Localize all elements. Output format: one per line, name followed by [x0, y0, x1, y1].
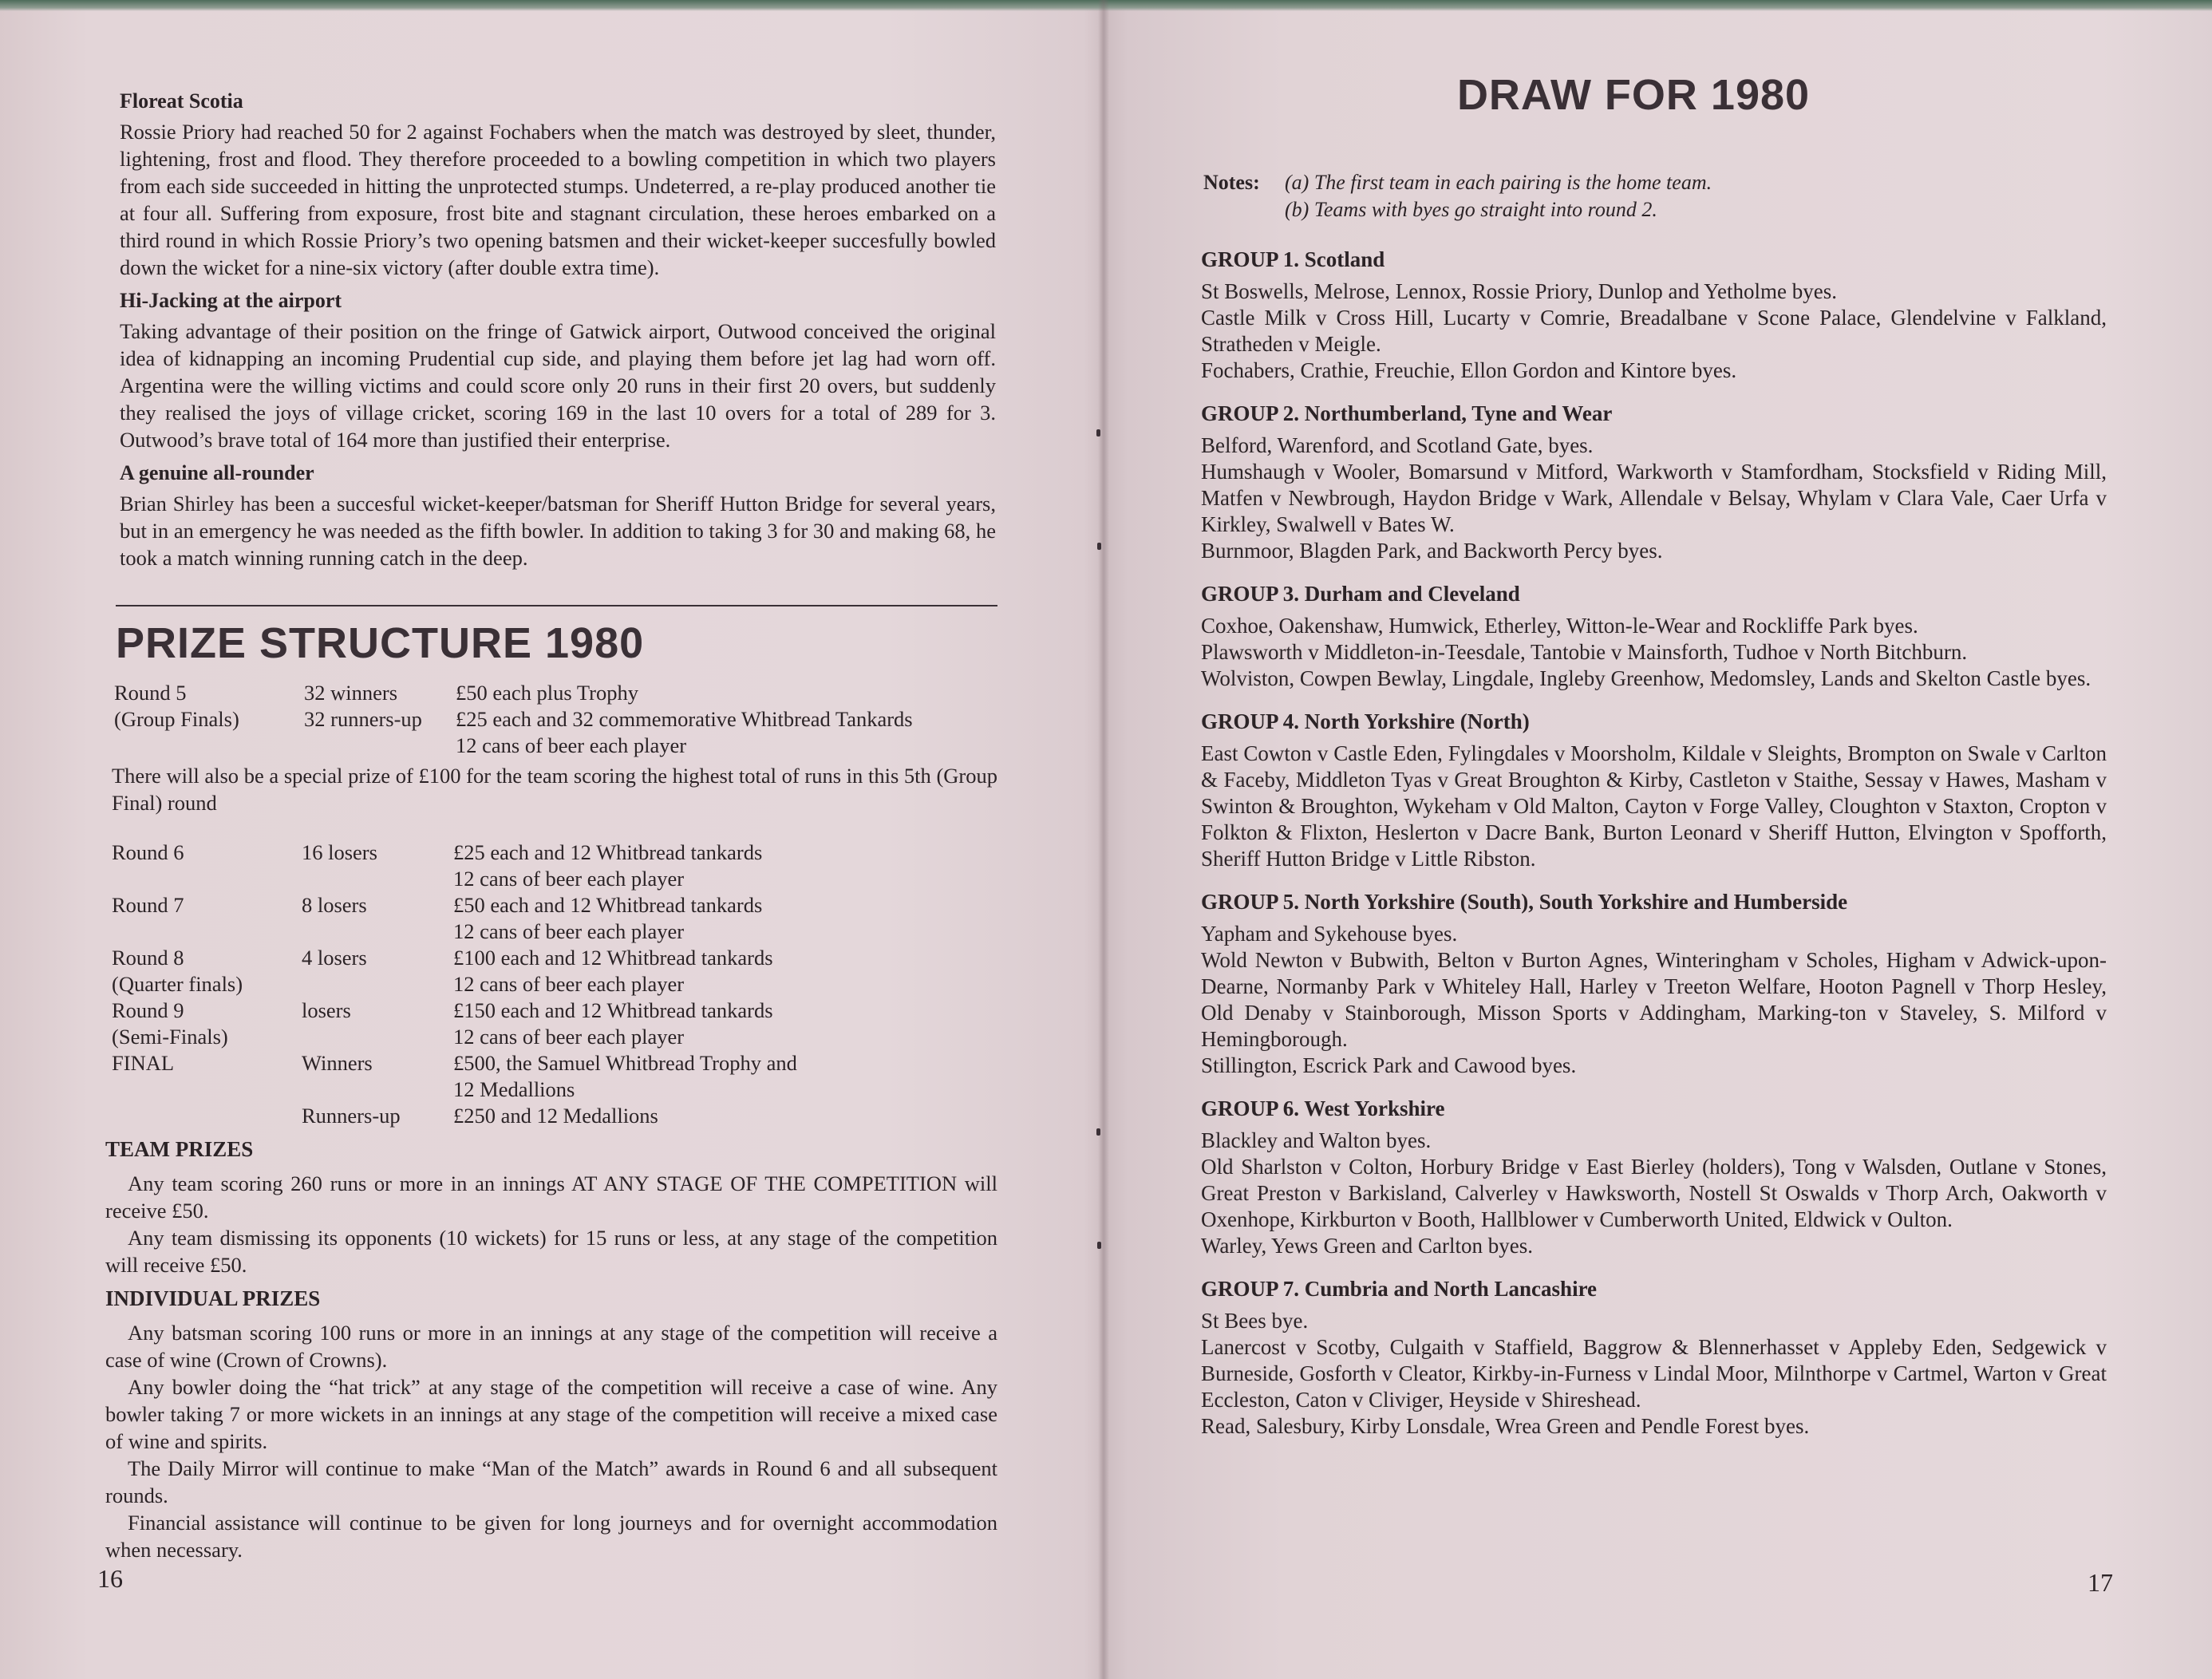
- round-cell: (Semi-Finals): [112, 1025, 228, 1049]
- anecdote-heading: Hi-Jacking at the airport: [120, 289, 342, 312]
- round-cell: [112, 1077, 302, 1103]
- round-cell: Round 7: [112, 893, 184, 917]
- table-row: [112, 998, 997, 1024]
- round-cell: FINAL: [112, 1051, 175, 1075]
- group-heading: GROUP 1. Scotland: [1201, 247, 1385, 271]
- binding-staple-mark: [1097, 543, 1101, 550]
- prize-cell: £150 each and 12 Whitbread tankards: [453, 998, 773, 1022]
- table-row: [112, 1050, 997, 1077]
- group-line: Warley, Yews Green and Carlton byes.: [1201, 1234, 1533, 1258]
- prize-cell: 12 cans of beer each player: [453, 919, 685, 943]
- recipients-cell: losers: [302, 998, 351, 1022]
- group-line: Yapham and Sykehouse byes.: [1201, 922, 1458, 946]
- prize-cell: £250 and 12 Medallions: [453, 1104, 658, 1128]
- draw-notes: [1203, 169, 2105, 223]
- binding-staple-mark: [1096, 429, 1100, 437]
- draw-group-6: [1201, 1096, 2107, 1259]
- individual-prize-item: Any bowler doing the “hat trick” at any stage of the competition will receive a case of wine. Any bowler taking 7 or more wickets in an innings at any stage of the competition will receive a mixed case of wine and spirits.: [105, 1375, 997, 1453]
- note-a: (a) The first team in each pairing is the home team.: [1285, 171, 1712, 194]
- group-line: Plawsworth v Middleton-in-Teesdale, Tantobie v Mainsforth, Tudhoe v North Bitchburn.: [1201, 640, 1968, 664]
- prize-cell: £50 each and 12 Whitbread tankards: [453, 893, 763, 917]
- group-line: Old Sharlston v Colton, Horbury Bridge v East Bierley (holders), Tong v Walsden, Outlane v Stones, Great Preston v Barkisland, Calverley v Hawksworth, Nostell St Oswalds v Thorp Arch, Oakworth v Oxenhope, Kirkburton v Booth, Hallblower v Cumberworth United, Eldwick v Oulton.: [1201, 1155, 2107, 1231]
- prize-cell: £25 each and 32 commemorative Whitbread Tankards: [456, 707, 913, 731]
- group-line: Stillington, Escrick Park and Cawood byes.: [1201, 1053, 1577, 1077]
- table-row: [114, 733, 1000, 759]
- prize-cell: 12 cans of beer each player: [453, 972, 685, 996]
- round-cell: Round 8: [112, 946, 184, 970]
- group-line: Fochabers, Crathie, Freuchie, Ellon Gordon and Kintore byes.: [1201, 358, 1737, 382]
- team-prize-item: Any team dismissing its opponents (10 wickets) for 15 runs or less, at any stage of the competition will receive £50.: [105, 1226, 997, 1277]
- group-heading: GROUP 6. West Yorkshire: [1201, 1096, 1445, 1120]
- note-row: [1203, 196, 2105, 223]
- prize-cell: £100 each and 12 Whitbread tankards: [453, 946, 773, 970]
- table-row: [112, 919, 997, 945]
- recipients-cell: [304, 733, 456, 759]
- round-cell: (Group Finals): [114, 707, 239, 731]
- group-line: Read, Salesbury, Kirby Lonsdale, Wrea Green and Pendle Forest byes.: [1201, 1414, 1810, 1438]
- binding-staple-mark: [1097, 1242, 1101, 1249]
- group-line: Coxhoe, Oakenshaw, Humwick, Etherley, Witton-le-Wear and Rockliffe Park byes.: [1201, 614, 1918, 638]
- notes-label: Notes:: [1203, 171, 1260, 194]
- anecdote-heading: A genuine all-rounder: [120, 461, 314, 484]
- draw-group-4: [1201, 709, 2107, 872]
- recipients-cell: 16 losers: [302, 840, 377, 864]
- prize-cell: 12 cans of beer each player: [456, 733, 687, 757]
- draw-groups: [1201, 247, 2107, 1440]
- recipients-cell: [302, 971, 453, 998]
- round-cell: Round 9: [112, 998, 184, 1022]
- group-line: Wold Newton v Bubwith, Belton v Burton Agnes, Winteringham v Scholes, Higham v Adwick-upon-Dearne, Normanby Park v Whiteley Hall, Harley v Treeton Welfare, Hooton Pagnell v Thorp Hesley, Old Denaby v Stainborough, Misson Sports v Addingham, Marking-ton v Staveley, S. Milford v Hemingborough.: [1201, 948, 2107, 1051]
- recipients-cell: [302, 1024, 453, 1050]
- table-row: [112, 1103, 997, 1129]
- prize-cell: 12 Medallions: [453, 1077, 575, 1101]
- recipients-cell: [302, 919, 453, 945]
- individual-prize-item: Any batsman scoring 100 runs or more in an innings at any stage of the competition will receive a case of wine (Crown of Crowns).: [105, 1321, 997, 1372]
- table-row: [112, 840, 997, 866]
- prize-cell: 12 cans of beer each player: [453, 867, 685, 891]
- table-row: [112, 945, 997, 971]
- later-rounds-prize-table: [112, 840, 997, 1129]
- recipients-cell: 32 winners: [304, 681, 398, 705]
- draw-group-7: [1201, 1277, 2107, 1440]
- table-row: [112, 866, 997, 892]
- note-row: [1203, 169, 2105, 196]
- table-row: [112, 1024, 997, 1050]
- draw-group-1: [1201, 247, 2107, 384]
- group-heading: GROUP 2. Northumberland, Tyne and Wear: [1201, 401, 1613, 425]
- table-row: [112, 1077, 997, 1103]
- round-cell: [112, 919, 302, 945]
- anecdote-heading: Floreat Scotia: [120, 89, 243, 113]
- recipients-cell: Runners-up: [302, 1104, 401, 1128]
- group-line: St Boswells, Melrose, Lennox, Rossie Priory, Dunlop and Yetholme byes.: [1201, 279, 1837, 303]
- round-cell: [112, 866, 302, 892]
- anecdote-floreat-scotia: [120, 89, 996, 281]
- group-line: Burnmoor, Blagden Park, and Backworth Percy byes.: [1201, 539, 1663, 563]
- group-line: East Cowton v Castle Eden, Fylingdales v Moorsholm, Kildale v Sleights, Brompton on Swale v Carlton & Faceby, Middleton Tyas v Great Broughton & Kirby, Castleton v Staithe, Sessay v Hawes, Masham v Swinton & Broughton, Wykeham v Old Malton, Cayton v Forge Valley, Cloughton v Staxton, Cropton v Folkton & Flixton, Heslerton v Dacre Bank, Burton Leonard v Sheriff Hutton, Elvington v Spofforth, Sheriff Hutton Bridge v Little Ribston.: [1201, 741, 2107, 871]
- table-row: [112, 971, 997, 998]
- anecdote-all-rounder: [120, 461, 996, 571]
- anecdote-text: Rossie Priory had reached 50 for 2 against Fochabers when the match was destroyed by sleet, thunder, lightening, frost and flood. They therefore proceeded to a bowling competition in which two players from each side succeeded in hitting the unprotected stumps. Undeterred, a re-play produced another tie at four all. Suffering from exposure, frost bite and stagnant circulation, these heroes embarked on a third round in which Rossie Priory’s two opening batsmen and their wicket-keeper succesfully bowled down the wicket for a nine-six victory (after double extra time).: [120, 120, 996, 279]
- round5-prize-table: [114, 680, 1000, 759]
- page-number: 17: [2088, 1568, 2113, 1597]
- team-prize-item: Any team scoring 260 runs or more in an innings AT ANY STAGE OF THE COMPETITION will receive £50.: [105, 1171, 997, 1223]
- round-cell: Round 5: [114, 681, 187, 705]
- draw-group-3: [1201, 582, 2107, 692]
- round-cell: (Quarter finals): [112, 972, 243, 996]
- table-row: [114, 706, 1000, 733]
- recipients-cell: [302, 866, 453, 892]
- prize-structure-title: PRIZE STRUCTURE 1980: [116, 619, 645, 667]
- recipients-cell: 4 losers: [302, 946, 367, 970]
- prize-title-wrap: [116, 618, 644, 668]
- group-line: Castle Milk v Cross Hill, Lucarty v Comrie, Breadalbane v Scone Palace, Glendelvine v Falkland, Stratheden v Meigle.: [1201, 306, 2107, 356]
- round-cell: [112, 1103, 302, 1129]
- group-heading: GROUP 7. Cumbria and North Lancashire: [1201, 1277, 1598, 1301]
- special-prize-text: There will also be a special prize of £100 for the team scoring the highest total of runs in this 5th (Group Final) round: [112, 764, 997, 815]
- anecdotes: [120, 89, 996, 571]
- section-divider: [116, 605, 997, 606]
- group-line: St Bees bye.: [1201, 1309, 1309, 1333]
- prize-cell: £50 each plus Trophy: [456, 681, 638, 705]
- prize-cell: £25 each and 12 Whitbread tankards: [453, 840, 763, 864]
- group-heading: GROUP 4. North Yorkshire (North): [1201, 709, 1530, 733]
- table-row: [114, 680, 1000, 706]
- group-heading: GROUP 3. Durham and Cleveland: [1201, 582, 1520, 606]
- group-line: Blackley and Walton byes.: [1201, 1128, 1432, 1152]
- individual-prize-item: Financial assistance will continue to be given for long journeys and for overnight accommodation when necessary.: [105, 1511, 997, 1562]
- anecdote-hijacking: [120, 289, 996, 453]
- draw-title: DRAW FOR 1980: [1456, 71, 1811, 119]
- round-cell: Round 6: [112, 840, 184, 864]
- table-row: [112, 892, 997, 919]
- group-line: Humshaugh v Wooler, Bomarsund v Mitford, Warkworth v Stamfordham, Stocksfield v Riding Mill, Matfen v Newbrough, Haydon Bridge v Wark, Allendale v Belsay, Whylam v Clara Vale, Caer Urfa v Kirkley, Swalwell v Bates W.: [1201, 460, 2107, 536]
- round-cell: [114, 733, 304, 759]
- individual-prizes-heading: INDIVIDUAL PRIZES: [105, 1286, 321, 1310]
- recipients-cell: Winners: [302, 1051, 373, 1075]
- draw-group-2: [1201, 401, 2107, 564]
- recipients-cell: [302, 1077, 453, 1103]
- team-and-individual-prizes: [105, 1137, 997, 1563]
- prize-cell: 12 cans of beer each player: [453, 1025, 685, 1049]
- right-page-17: [1111, 0, 2212, 1679]
- individual-prize-item: The Daily Mirror will continue to make “Man of the Match” awards in Round 6 and all subsequent rounds.: [105, 1456, 997, 1507]
- anecdote-text: Taking advantage of their position on the fringe of Gatwick airport, Outwood conceived the original idea of kidnapping an incoming Prudential cup side, and playing them before jet lag had worn off. Argentina were the willing victims and could score only 20 runs in their first 20 overs, but suddenly they realised the joys of village cricket, scoring 169 in the last 10 overs for a total of 289 for 3. Outwood’s brave total of 164 more than justified their enterprise.: [120, 319, 996, 452]
- group-line: Lanercost v Scotby, Culgaith v Staffield, Baggrow & Blennerhasset v Appleby Eden, Sedgewick v Burneside, Gosforth v Cleator, Kirkby-in-Furness v Lindal Moor, Milnthorpe v Cartmel, Warton v Great Eccleston, Caton v Cliviger, Heyside v Shireshead.: [1201, 1335, 2107, 1412]
- draw-title-wrap: [1111, 70, 2212, 120]
- group-line: Belford, Warenford, and Scotland Gate, byes.: [1201, 433, 1594, 457]
- page-number: 16: [97, 1564, 123, 1593]
- recipients-cell: 32 runners-up: [304, 707, 422, 731]
- note-b: (b) Teams with byes go straight into round 2.: [1285, 198, 1657, 221]
- draw-group-5: [1201, 890, 2107, 1079]
- recipients-cell: 8 losers: [302, 893, 367, 917]
- anecdote-text: Brian Shirley has been a succesful wicket-keeper/batsman for Sheriff Hutton Bridge for several years, but in an emergency he was needed as the fifth bowler. In addition to taking 3 for 30 and making 68, he took a match winning running catch in the deep.: [120, 492, 996, 570]
- group-line: Wolviston, Cowpen Bewlay, Lingdale, Ingleby Greenhow, Medomsley, Lands and Skelton Castle byes.: [1201, 666, 2092, 690]
- binding-staple-mark: [1096, 1128, 1100, 1136]
- left-page-16: [0, 0, 1101, 1679]
- group-heading: GROUP 5. North Yorkshire (South), South Yorkshire and Humberside: [1201, 890, 1848, 914]
- prize-cell: £500, the Samuel Whitbread Trophy and: [453, 1051, 797, 1075]
- team-prizes-heading: TEAM PRIZES: [105, 1137, 254, 1161]
